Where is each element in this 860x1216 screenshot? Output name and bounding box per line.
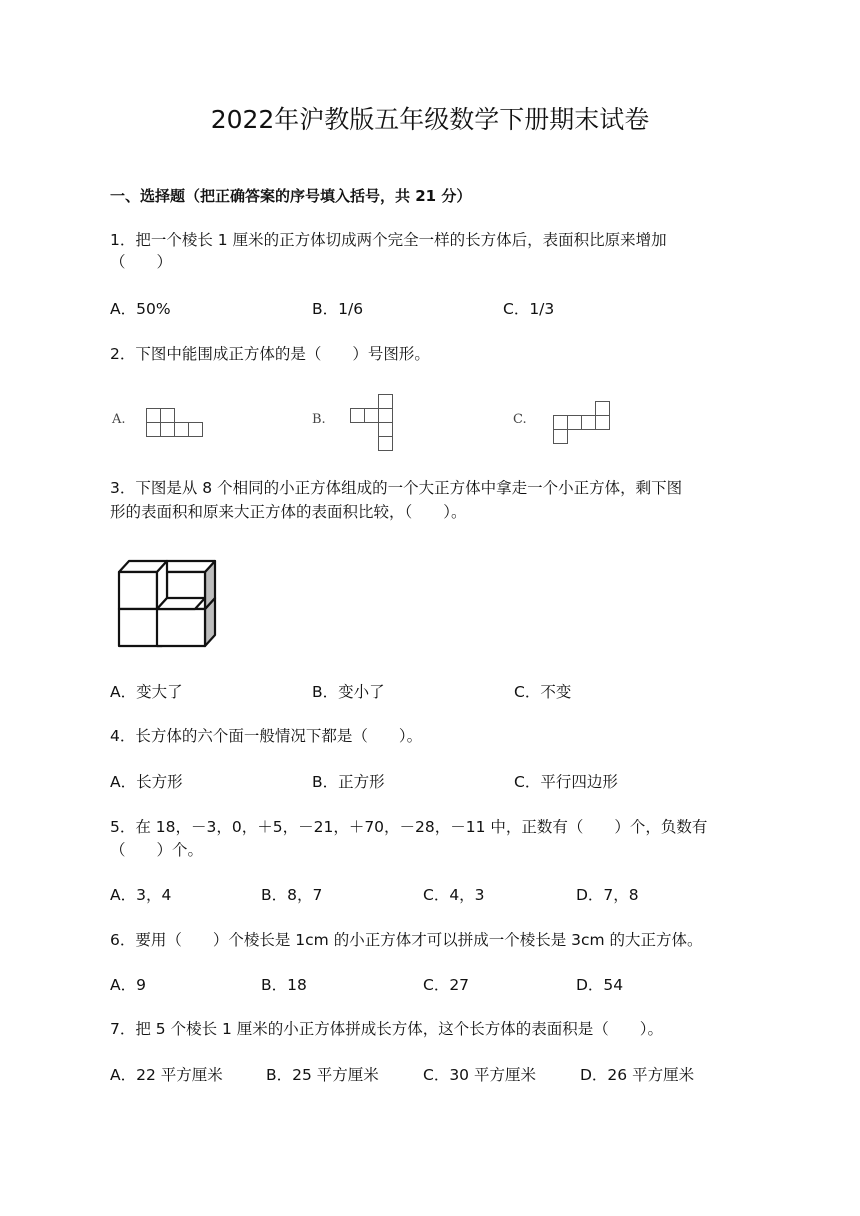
question-6-option-b: B．18: [261, 976, 307, 994]
cube-figure: [114, 547, 220, 651]
question-7-option-b: B．25 平方厘米: [266, 1066, 379, 1084]
question-5-option-d: D．7，8: [576, 886, 639, 904]
net-figure-c: [553, 401, 615, 445]
question-1-option-c: C．1/3: [503, 300, 555, 318]
page-title: 2022年沪教版五年级数学下册期末试卷: [210, 105, 650, 134]
figure-label-c: C.: [513, 412, 527, 427]
figure-label-a: A.: [112, 412, 126, 427]
question-5-text-line2: （ ）个。: [110, 841, 204, 859]
question-3-option-b: B．变小了: [312, 683, 385, 701]
question-1-option-b: B．1/6: [312, 300, 364, 318]
question-7-text: 7．把 5 个棱长 1 厘米的小正方体拼成长方体，这个长方体的表面积是（ ）。: [110, 1020, 664, 1038]
question-5-text: 5．在 18，－3，0，＋5，－21，＋70，－28，－11 中，正数有（ ）个，负数有: [110, 818, 708, 836]
question-1-text: 1．把一个棱长 1 厘米的正方体切成两个完全一样的长方体后，表面积比原来增加: [110, 231, 667, 249]
question-6-option-a: A．9: [110, 976, 146, 994]
net-figure-a: [146, 408, 206, 438]
question-6-option-d: D．54: [576, 976, 624, 994]
question-5-option-c: C．4，3: [423, 886, 485, 904]
net-figure-b: [350, 394, 396, 452]
question-3-option-c: C．不变: [514, 683, 572, 701]
question-3-text: 3．下图是从 8 个相同的小正方体组成的一个大正方体中拿走一个小正方体，剩下图: [110, 479, 683, 497]
question-4-text: 4．长方体的六个面一般情况下都是（ ）。: [110, 727, 423, 745]
question-6-option-c: C．27: [423, 976, 470, 994]
question-3-option-a: A．变大了: [110, 683, 183, 701]
question-3-text-line2: 形的表面积和原来大正方体的表面积比较，（ ）。: [110, 503, 467, 521]
question-4-option-b: B．正方形: [312, 773, 385, 791]
question-1-text-line2: （ ）: [110, 253, 173, 271]
question-7-option-c: C．30 平方厘米: [423, 1066, 536, 1084]
question-5-option-b: B．8，7: [261, 886, 323, 904]
section-heading: 一、选择题（把正确答案的序号填入括号，共 21 分）: [110, 187, 472, 205]
question-2-text: 2．下图中能围成正方体的是（ ）号图形。: [110, 345, 430, 363]
figure-label-b: B.: [312, 412, 326, 427]
question-4-option-c: C．平行四边形: [514, 773, 618, 791]
question-6-text: 6．要用（ ）个棱长是 1cm 的小正方体才可以拼成一个棱长是 3cm 的大正方体。: [110, 931, 703, 949]
question-5-option-a: A．3，4: [110, 886, 172, 904]
question-7-option-a: A．22 平方厘米: [110, 1066, 223, 1084]
question-7-option-d: D．26 平方厘米: [580, 1066, 695, 1084]
question-4-option-a: A．长方形: [110, 773, 183, 791]
question-1-option-a: A．50%: [110, 300, 171, 318]
